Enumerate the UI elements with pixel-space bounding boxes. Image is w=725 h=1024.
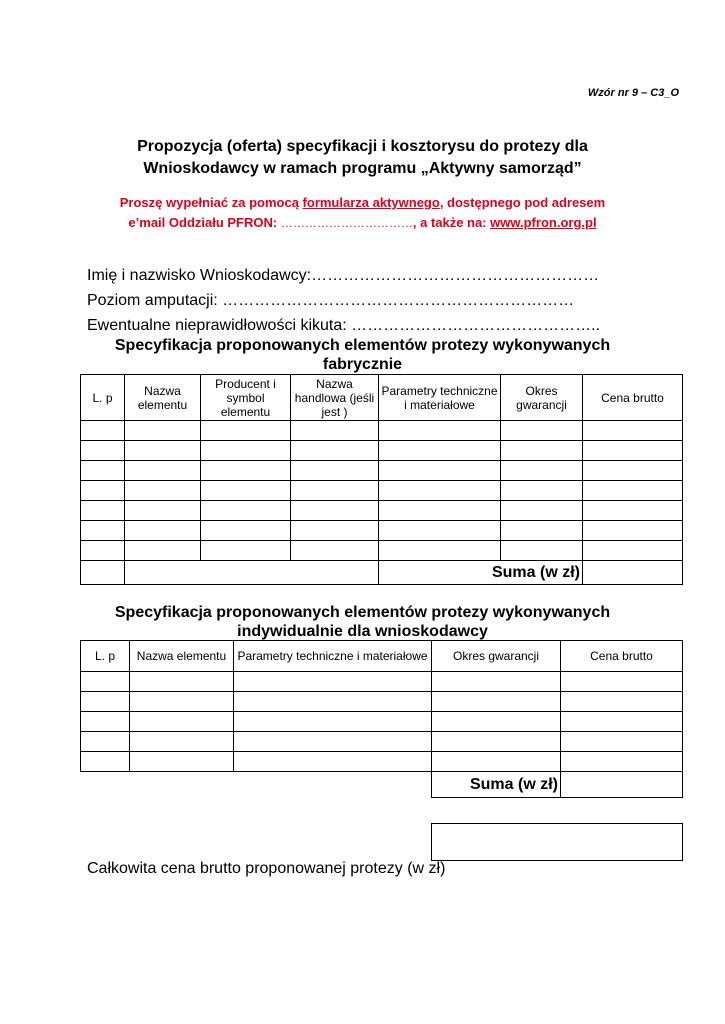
stump-irregularities-field[interactable]: Ewentualne nieprawidłowości kikuta: ……………………………………….. bbox=[87, 317, 601, 334]
table-cell[interactable] bbox=[81, 541, 125, 561]
table-cell[interactable] bbox=[432, 752, 561, 772]
table-cell[interactable] bbox=[432, 732, 561, 752]
table-cell[interactable] bbox=[234, 692, 432, 712]
table-cell[interactable] bbox=[130, 732, 234, 752]
table-row bbox=[81, 672, 683, 692]
table-cell[interactable] bbox=[81, 501, 125, 521]
table-cell[interactable] bbox=[561, 672, 683, 692]
table-cell[interactable] bbox=[501, 541, 583, 561]
sum-row bbox=[81, 561, 683, 585]
table-cell[interactable] bbox=[501, 441, 583, 461]
table-cell[interactable] bbox=[201, 521, 291, 541]
table-cell[interactable] bbox=[125, 521, 201, 541]
table-cell[interactable] bbox=[81, 481, 125, 501]
notice-line1 bbox=[0, 195, 725, 210]
table-row bbox=[81, 521, 683, 541]
sum-label: Suma (w zł) bbox=[432, 772, 561, 798]
table-cell[interactable] bbox=[379, 461, 501, 481]
table-cell[interactable] bbox=[583, 501, 683, 521]
table-cell[interactable] bbox=[81, 712, 130, 732]
table-cell[interactable] bbox=[291, 441, 379, 461]
table-cell[interactable] bbox=[583, 461, 683, 481]
table-cell[interactable] bbox=[291, 521, 379, 541]
table-cell[interactable] bbox=[583, 481, 683, 501]
pfron-website-link[interactable]: www.pfron.org.pl bbox=[490, 215, 597, 230]
active-form-link[interactable]: formularza aktywnego bbox=[302, 195, 440, 210]
sum-value-cell[interactable] bbox=[561, 772, 683, 798]
table-cell[interactable] bbox=[291, 501, 379, 521]
table-cell[interactable] bbox=[81, 752, 130, 772]
table-cell[interactable] bbox=[379, 521, 501, 541]
header-gross-price: Cena brutto bbox=[561, 641, 683, 672]
table-cell[interactable] bbox=[130, 752, 234, 772]
table-row bbox=[81, 752, 683, 772]
table-row bbox=[81, 501, 683, 521]
sum-value-cell[interactable] bbox=[583, 561, 683, 585]
table-cell[interactable] bbox=[81, 692, 130, 712]
table-cell[interactable] bbox=[130, 672, 234, 692]
applicant-name-field[interactable]: Imię i nazwisko Wnioskodawcy:……………………………………………… bbox=[87, 267, 600, 284]
section1-title-line1: Specyfikacja proponowanych elementów protezy wykonywanych bbox=[114, 337, 611, 354]
table-cell[interactable] bbox=[379, 421, 501, 441]
table-cell[interactable] bbox=[201, 441, 291, 461]
sum-label: Suma (w zł) bbox=[379, 561, 583, 585]
form-number: Wzór nr 9 – C3_O bbox=[587, 87, 679, 99]
table-cell[interactable] bbox=[201, 501, 291, 521]
table-cell[interactable] bbox=[379, 441, 501, 461]
header-warranty: Okres gwarancji bbox=[501, 375, 583, 421]
table-cell[interactable] bbox=[379, 501, 501, 521]
table-cell[interactable] bbox=[234, 732, 432, 752]
factory-elements-table bbox=[80, 374, 683, 585]
table-cell[interactable] bbox=[201, 541, 291, 561]
table-cell[interactable] bbox=[201, 461, 291, 481]
notice-text: e’mail Oddziału PFRON: bbox=[128, 215, 281, 230]
table-cell[interactable] bbox=[130, 712, 234, 732]
table-cell[interactable] bbox=[125, 541, 201, 561]
table-cell[interactable] bbox=[501, 421, 583, 441]
table-cell[interactable] bbox=[501, 521, 583, 541]
table-row bbox=[81, 712, 683, 732]
section2-title bbox=[0, 603, 725, 641]
header-lp: L. p bbox=[81, 375, 125, 421]
table-cell[interactable] bbox=[81, 521, 125, 541]
header-trade-name: Nazwa handlowa (jeśli jest ) bbox=[291, 375, 379, 421]
blank-cell bbox=[81, 772, 432, 798]
table-cell[interactable] bbox=[81, 421, 125, 441]
table-cell[interactable] bbox=[432, 712, 561, 732]
header-producer-symbol: Producent i symbol elementu bbox=[201, 375, 291, 421]
table-cell[interactable] bbox=[583, 541, 683, 561]
header-lp: L. p bbox=[81, 641, 130, 672]
header-warranty: Okres gwarancji bbox=[432, 641, 561, 672]
table-cell[interactable] bbox=[234, 672, 432, 692]
table-cell[interactable] bbox=[125, 421, 201, 441]
table-cell[interactable] bbox=[583, 441, 683, 461]
table-row bbox=[81, 732, 683, 752]
table-cell[interactable] bbox=[561, 692, 683, 712]
header-tech-params: Parametry techniczne i materiałowe bbox=[379, 375, 501, 421]
table-cell[interactable] bbox=[125, 461, 201, 481]
header-element-name: Nazwa elementu bbox=[130, 641, 234, 672]
section1-title bbox=[0, 336, 725, 374]
table-cell[interactable] bbox=[583, 421, 683, 441]
table-header-row bbox=[81, 375, 683, 421]
notice-line2 bbox=[0, 215, 725, 230]
section2-title-line1: Specyfikacja proponowanych elementów protezy wykonywanych bbox=[114, 604, 611, 621]
table-cell[interactable] bbox=[583, 521, 683, 541]
table-cell[interactable] bbox=[561, 732, 683, 752]
notice-text: Proszę wypełniać za pomocą bbox=[119, 195, 303, 210]
header-gross-price: Cena brutto bbox=[583, 375, 683, 421]
total-price-box[interactable] bbox=[431, 823, 683, 861]
table-row bbox=[81, 692, 683, 712]
table-cell[interactable] bbox=[291, 461, 379, 481]
header-element-name: Nazwa elementu bbox=[125, 375, 201, 421]
document-title-line2: Wnioskodawcy w ramach programu „Aktywny samorząd” bbox=[143, 160, 582, 177]
section2-title-line2: indywidualnie dla wnioskodawcy bbox=[237, 623, 488, 640]
table-cell[interactable] bbox=[125, 481, 201, 501]
table-row bbox=[81, 461, 683, 481]
table-cell[interactable] bbox=[81, 561, 125, 585]
email-placeholder-dots: …………………………… bbox=[280, 216, 413, 230]
table-row bbox=[81, 421, 683, 441]
section1-title-line2: fabrycznie bbox=[322, 356, 403, 373]
table-cell[interactable] bbox=[201, 481, 291, 501]
table-cell[interactable] bbox=[291, 481, 379, 501]
table-cell[interactable] bbox=[432, 672, 561, 692]
table-row bbox=[81, 481, 683, 501]
sum-row bbox=[81, 772, 683, 798]
table-cell[interactable] bbox=[291, 541, 379, 561]
table-cell[interactable] bbox=[81, 672, 130, 692]
table-cell[interactable] bbox=[501, 461, 583, 481]
table-cell[interactable] bbox=[561, 752, 683, 772]
table-cell[interactable] bbox=[291, 421, 379, 441]
notice-text: , dostępnego pod adresem bbox=[439, 195, 606, 210]
total-price-label: Całkowita cena brutto proponowanej protezy (w zł) bbox=[87, 860, 446, 877]
table-cell[interactable] bbox=[501, 481, 583, 501]
table-cell[interactable] bbox=[432, 692, 561, 712]
table-cell[interactable] bbox=[125, 501, 201, 521]
table-row bbox=[81, 541, 683, 561]
table-cell[interactable] bbox=[125, 441, 201, 461]
table-cell[interactable] bbox=[130, 692, 234, 712]
table-cell[interactable] bbox=[501, 501, 583, 521]
table-row bbox=[81, 441, 683, 461]
notice-text: , a także na: bbox=[412, 215, 491, 230]
individual-elements-table bbox=[80, 640, 683, 798]
header-tech-params: Parametry techniczne i materiałowe bbox=[234, 641, 432, 672]
document-title-line1: Propozycja (oferta) specyfikacji i kosztorysu do protezy dla bbox=[137, 138, 588, 155]
table-cell[interactable] bbox=[379, 481, 501, 501]
table-cell[interactable] bbox=[379, 541, 501, 561]
table-header-row bbox=[81, 641, 683, 672]
table-cell[interactable] bbox=[201, 421, 291, 441]
amputation-level-field[interactable]: Poziom amputacji: ………………………………………………………… bbox=[87, 292, 575, 309]
table-cell[interactable] bbox=[234, 752, 432, 772]
table-cell[interactable] bbox=[234, 712, 432, 732]
table-cell[interactable] bbox=[81, 461, 125, 481]
table-cell[interactable] bbox=[561, 712, 683, 732]
table-cell[interactable] bbox=[125, 561, 379, 585]
table-cell[interactable] bbox=[81, 441, 125, 461]
table-cell[interactable] bbox=[81, 732, 130, 752]
